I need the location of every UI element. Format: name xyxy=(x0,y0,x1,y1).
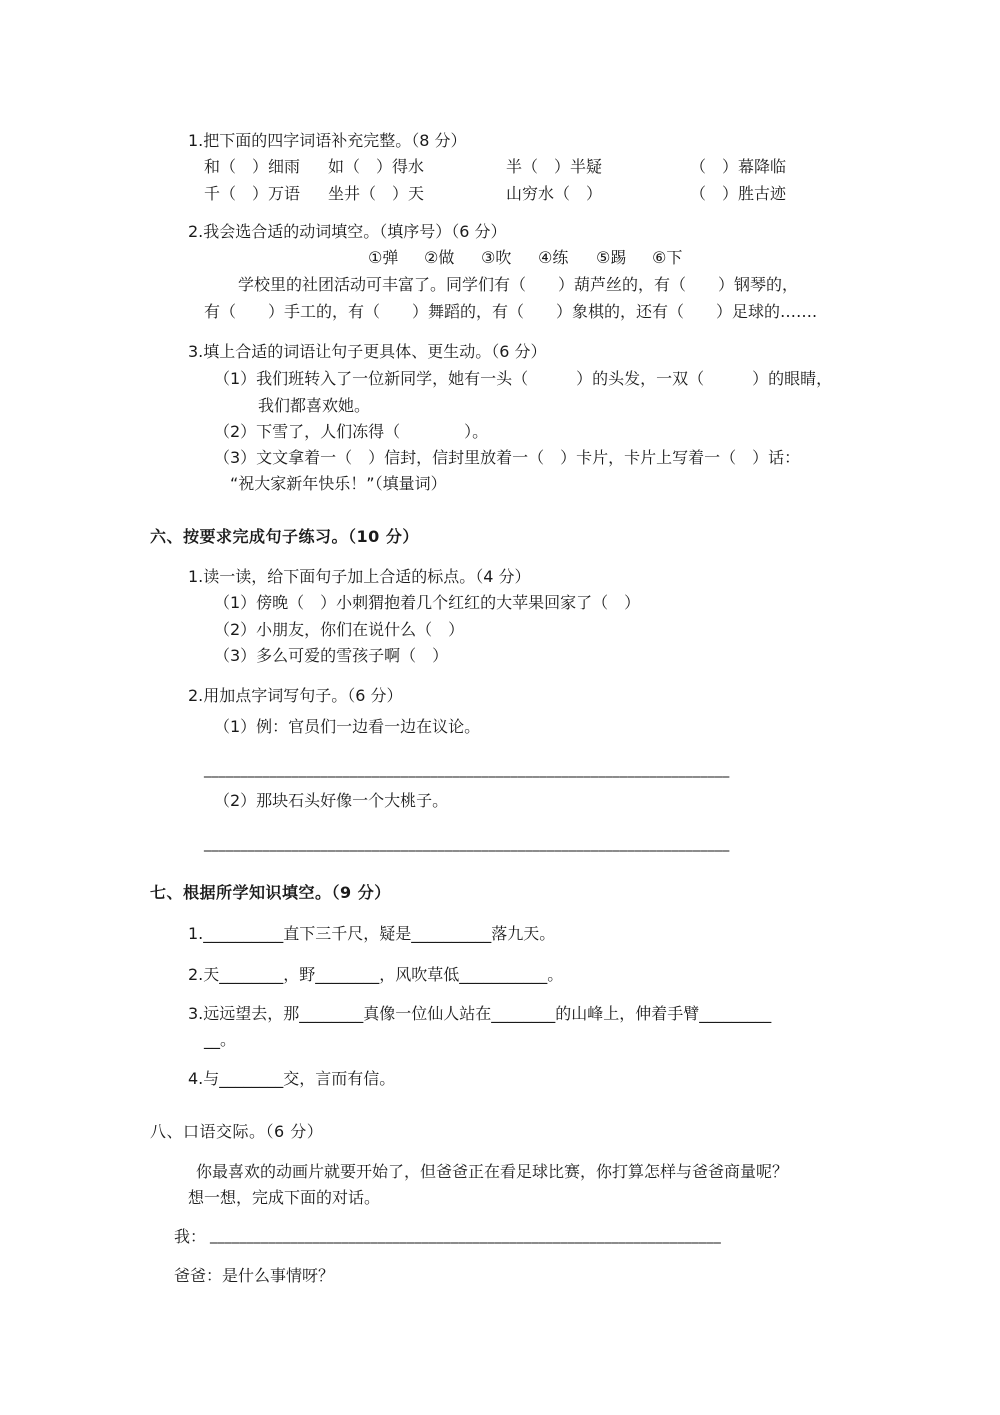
p7-line: 4.与________交，言而有信。 xyxy=(188,1069,396,1088)
q2-sentence-line: 学校里的社团活动可丰富了。同学们有（ ）葫芦丝的，有（ ）钢琴的， xyxy=(238,275,799,294)
idiom-item: 半（ ）半疑 xyxy=(506,157,603,176)
p6-q2-title: 2.用加点字词写句子。（6 分） xyxy=(188,686,403,705)
q3-sentence: （3）文文拿着一（ ）信封，信封里放着一（ ）卡片，卡片上写着一（ ）话： xyxy=(214,448,801,467)
idiom-item: 山穷水（ ） xyxy=(506,184,603,203)
q1-title: 1.把下面的四字词语补充完整。（8 分） xyxy=(188,131,467,150)
p7-line: 1.__________直下三千尺，疑是__________落九天。 xyxy=(188,924,556,943)
answer-line[interactable]: ________________________________________________________________________ xyxy=(204,762,730,778)
idiom-item: （ ）胜古迹 xyxy=(690,184,787,203)
p6-q1-sentence: （2）小朋友，你们在说什么（ ） xyxy=(214,620,465,639)
dialogue-dad-line: 爸爸：是什么事情呀？ xyxy=(174,1266,335,1285)
verb-option: ③吹 xyxy=(481,248,512,267)
verb-option: ④练 xyxy=(538,248,569,267)
dialogue-me-label: 我： xyxy=(174,1227,207,1246)
verb-option: ⑤踢 xyxy=(596,248,627,267)
q2-title: 2.我会选合适的动词填空。（填序号）（6 分） xyxy=(188,222,507,241)
q3-sentence: （1）我们班转入了一位新同学，她有一头（ ）的头发，一双（ ）的眼睛， xyxy=(214,369,833,388)
q3-title: 3.填上合适的词语让句子更具体、更生动。（6 分） xyxy=(188,342,547,361)
section-title-6: 六、按要求完成句子练习。（10 分） xyxy=(150,527,419,546)
p7-line: 2.天________，野________，风吹草低___________。 xyxy=(188,965,564,984)
answer-line[interactable]: ________________________________________________________________________ xyxy=(204,836,730,852)
idiom-item: （ ）幕降临 xyxy=(690,157,787,176)
p6-q1-sentence: （3）多么可爱的雪孩子啊（ ） xyxy=(214,646,449,665)
p6-q1-title: 1.读一读，给下面句子加上合适的标点。（4 分） xyxy=(188,567,531,586)
idiom-item: 坐井（ ）天 xyxy=(328,184,425,203)
p6-q2-example: （1）例：官员们一边看一边在议论。 xyxy=(214,717,481,736)
idiom-item: 千（ ）万语 xyxy=(204,184,301,203)
verb-option: ⑥下 xyxy=(652,248,683,267)
p6-q1-sentence: （1）傍晚（ ）小刺猬抱着几个红红的大苹果回家了（ ） xyxy=(214,593,641,612)
q3-sentence: “祝大家新年快乐！”（填量词） xyxy=(230,474,447,493)
p7-line: __。 xyxy=(204,1030,237,1049)
idiom-item: 和（ ）细雨 xyxy=(204,157,301,176)
q3-sentence: （2）下雪了，人们冻得（ ）。 xyxy=(214,422,489,441)
p7-line: 3.远远望去，那________真像一位仙人站在________的山峰上，伸着手臂_________ xyxy=(188,1004,772,1023)
verb-option: ①弹 xyxy=(368,248,399,267)
q3-sentence: 我们都喜欢她。 xyxy=(258,396,371,415)
section-title-8: 八、口语交际。（6 分） xyxy=(150,1122,324,1141)
q2-sentence-line: 有（ ）手工的，有（ ）舞蹈的，有（ ）象棋的，还有（ ）足球的……. xyxy=(204,302,818,321)
p8-prompt: 想一想，完成下面的对话。 xyxy=(188,1188,381,1207)
p8-prompt: 你最喜欢的动画片就要开始了，但爸爸正在看足球比赛，你打算怎样与爸爸商量呢？ xyxy=(196,1162,789,1181)
p6-q2-example: （2）那块石头好像一个大桃子。 xyxy=(214,791,449,810)
idiom-item: 如（ ）得水 xyxy=(328,157,425,176)
dialogue-me-answer-line[interactable]: ______________________________________________________________________ xyxy=(210,1228,721,1244)
verb-option: ②做 xyxy=(424,248,455,267)
section-title-7: 七、根据所学知识填空。（9 分） xyxy=(150,883,391,902)
